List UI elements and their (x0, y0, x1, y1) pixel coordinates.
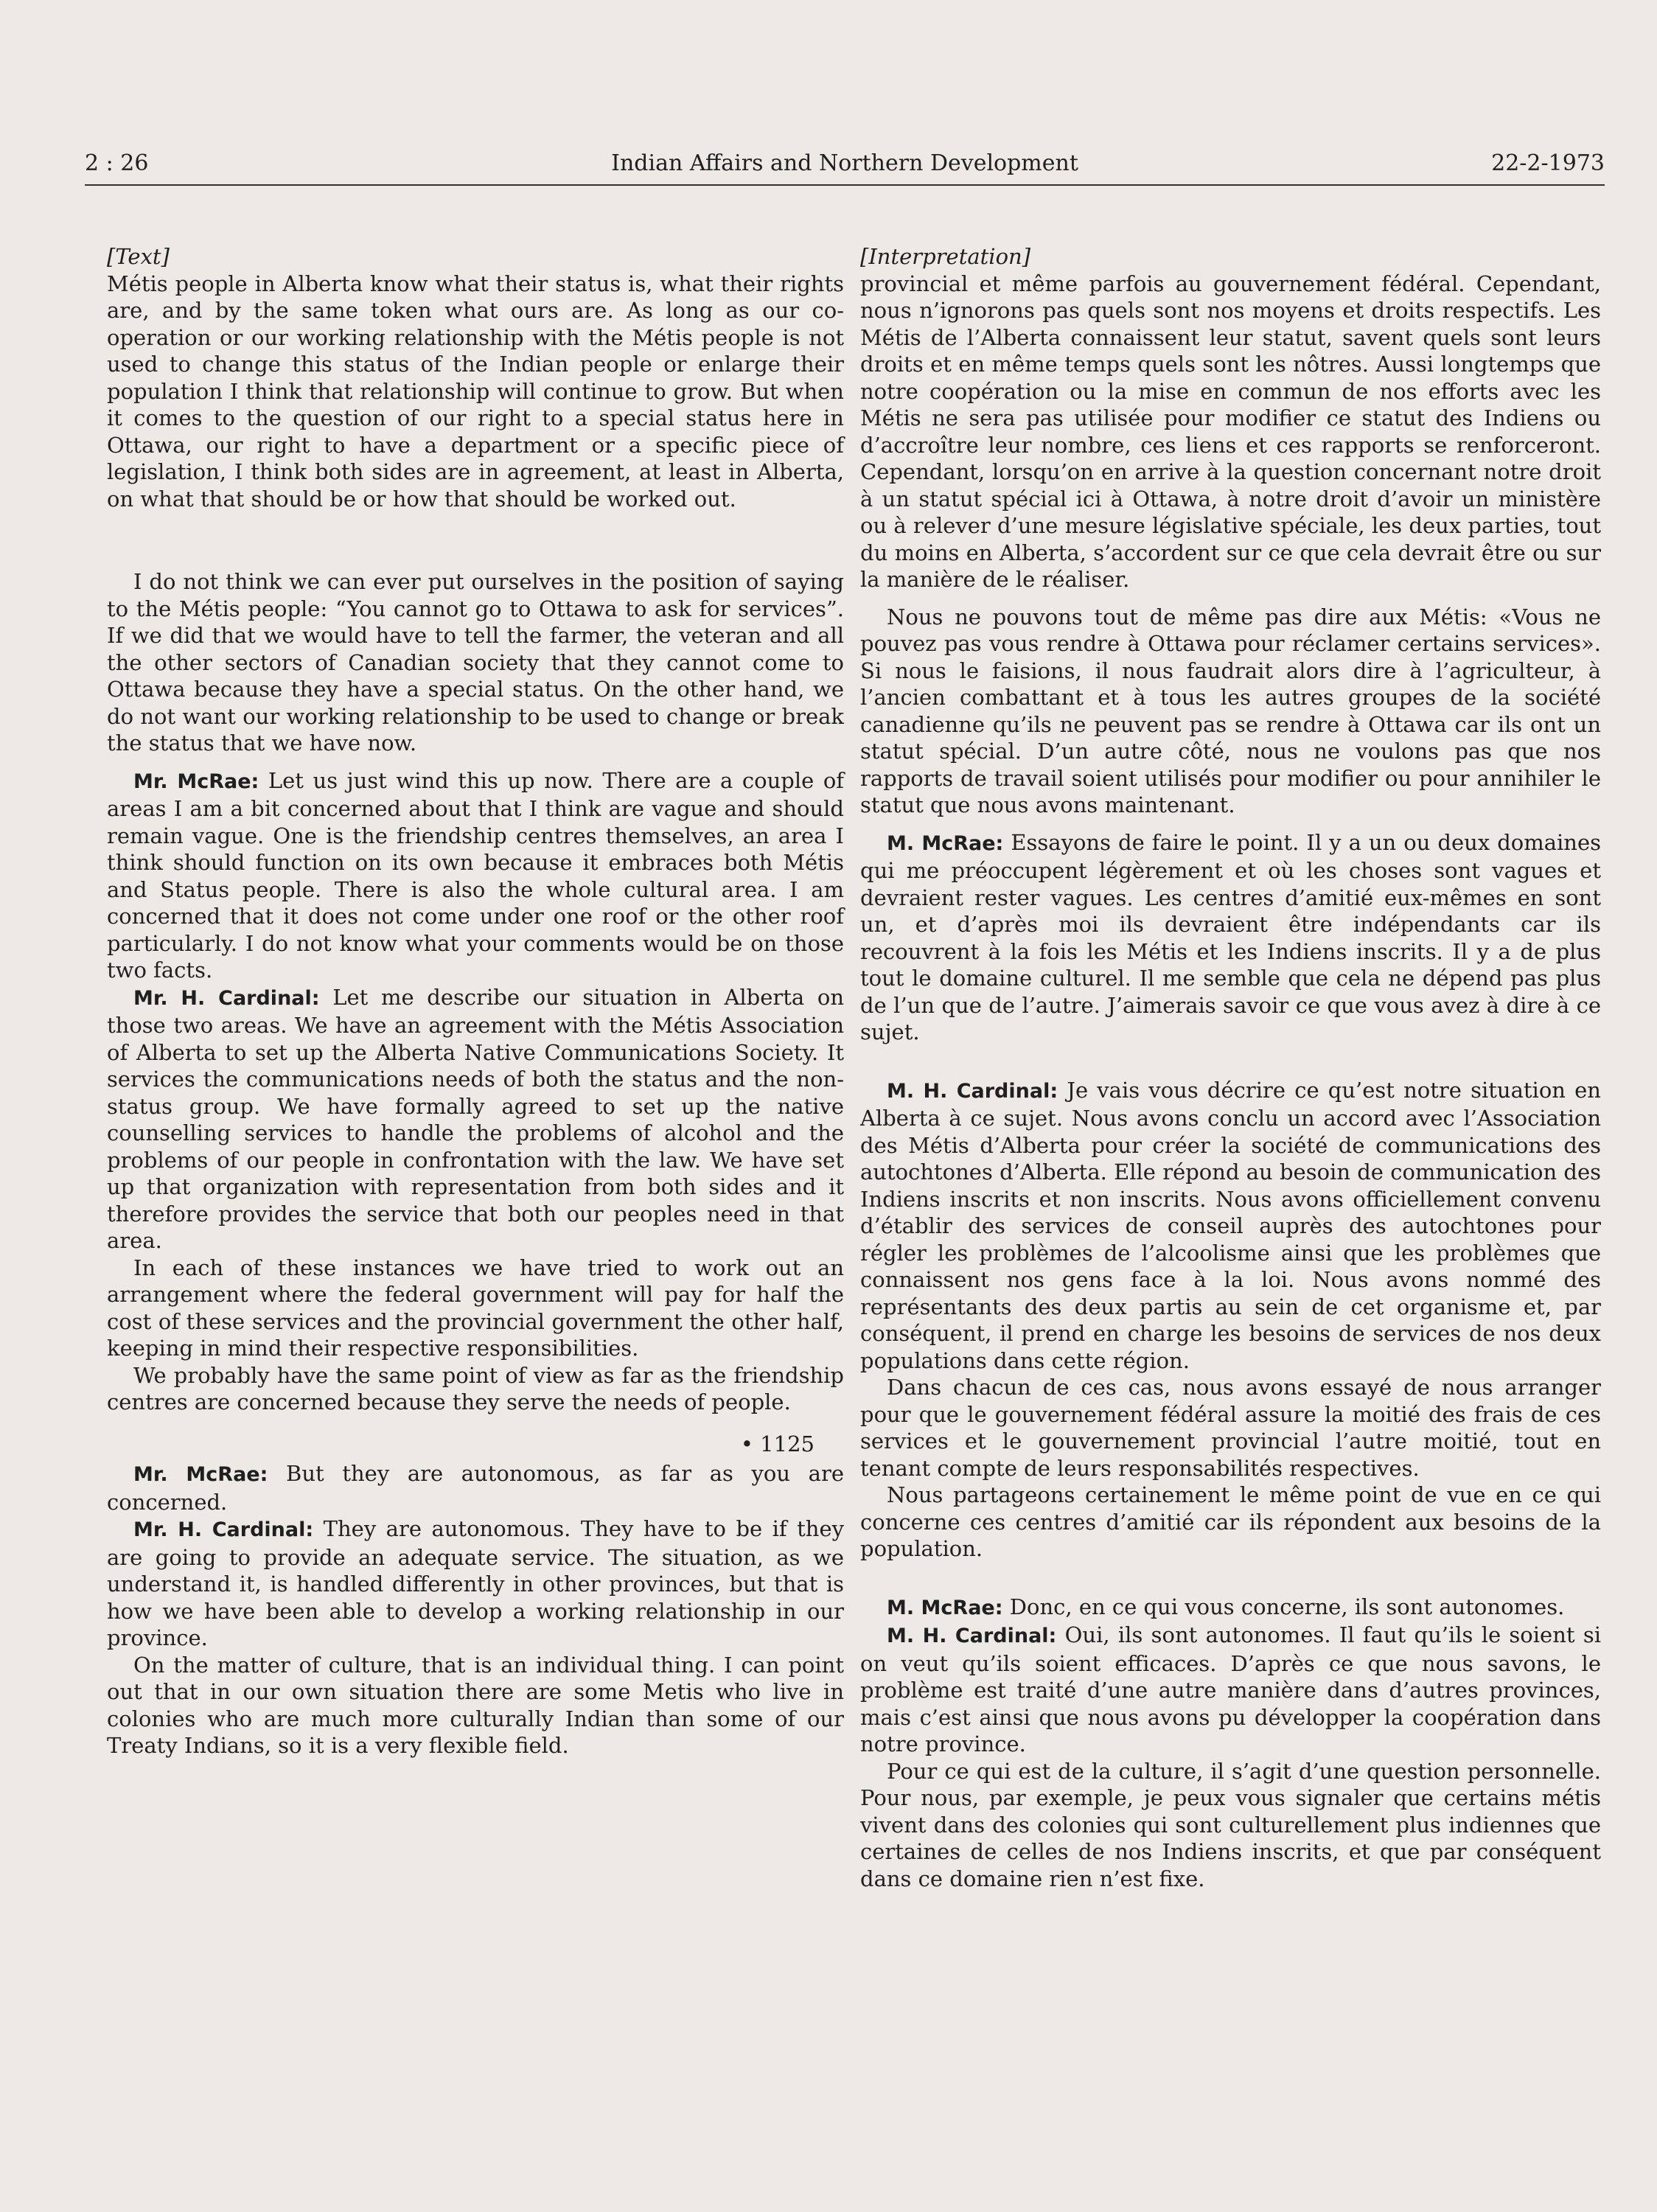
paragraph: Métis people in Alberta know what their status is, what their rights are, and by the same token what ours are. As long as our co-operation or our working relationship with the Métis people is not used to change this status of the Indian people or enlarge their population I think that relationship will continue to grow. But when it comes to the question of our right to a special status here in Ottawa, our right to have a department or a specific piece of legislation, I think both sides are in agreement, at least in Alberta, on what that should be or how that should be worked out. (107, 271, 844, 512)
speaker-paragraph: M. H. Cardinal: Je vais vous décrire ce qu’est notre situation en Alberta à ce sujet. Nous avons conclu un accord avec l’Association des Métis d’Alberta pour créer la société de communications des autochtones d’Alberta. Elle répond au besoin de communication des Indiens inscrits et non inscrits. Nous avons officiellement convenu d’établir des services de conseil auprès des autochtones pour régler les problèmes de l’alcoolisme ainsi que les problèmes que connaissent nos gens face à la loi. Nous avons nommé des représentants des deux partis au sein de cet organisme et, par conséquent, il prend en charge les besoins de services de nos deux populations dans cette région. (860, 1077, 1601, 1373)
speaker-name: Mr. McRae: (133, 1463, 268, 1486)
speaker-paragraph: M. McRae: Donc, en ce qui vous concerne, ils sont autonomes. (887, 1594, 1565, 1619)
paragraph: provincial et même parfois au gouvernement fédéral. Cependant, nous n’ignorons pas quels sont nos moyens et droits respectifs. Les Métis de l’Alberta connaissent leur statut, savent quels sont leurs droits et en même temps quels sont les nôtres. Aussi longtemps que notre coopération ou la mise en commun de nos efforts avec les Métis ne sera pas utilisée pour modifier ce statut des Indiens ou d’accroître leur nombre, ces liens et ces rapports se renforceront. Cependant, lorsqu’on en arrive à la question concernant notre droit à un statut spécial ici à Ottawa, à notre droit d’avoir un ministère ou à relever d’une mesure législative spéciale, les deux parties, tout du moins en Alberta, s’accordent sur ce que cela devrait être ou sur la manière de le réaliser. (860, 271, 1601, 592)
speaker-name: M. H. Cardinal: (887, 1079, 1058, 1103)
speaker-name: Mr. H. Cardinal: (133, 986, 320, 1010)
paragraph: Pour ce qui est de la culture, il s’agit d’une question personnelle. Pour nous, par exemple, je peux vous signaler que certains métis vivent dans des colonies qui sont culturellement plus indiennes que certaines de celles de nos Indiens inscrits, et que par conséquent dans ce domaine rien n’est fixe. (860, 1758, 1601, 1891)
speaker-paragraph: Mr. McRae: Let us just wind this up now. There are a couple of areas I am a bit concerned about that I think are vague and should remain vague. One is the friendship centres themselves, an area I think should function on its own because it embraces both Métis and Status people. There is also the whole cultural area. I am concerned that it does not come under one roof or the other roof particularly. I do not know what your comments would be on those two facts. (107, 767, 845, 983)
publication-title: Indian Affairs and Northern Development (611, 150, 1078, 176)
speaker-paragraph: Mr. McRae: But they are autonomous, as far as you are concerned. (107, 1461, 844, 1515)
speaker-name: Mr. H. Cardinal: (133, 1518, 314, 1541)
english-column (107, 243, 844, 1759)
speaker-name: M. H. Cardinal: (887, 1625, 1057, 1647)
interpretation-tag: [Interpretation] (860, 244, 1031, 269)
speaker-name: M. McRae: (887, 831, 1004, 855)
speaker-name: Mr. McRae: (133, 770, 259, 793)
french-column (860, 243, 1601, 1892)
speaker-paragraph: Mr. H. Cardinal: They are autonomous. They have to be if they are going to provide an adequate service. The situation, as we understand it, is handled differently in other provinces, but that is how we have been able to develop a working relationship in our province. (107, 1516, 844, 1650)
speaker-paragraph: M. H. Cardinal: Oui, ils sont autonomes. Il faut qu’ils le soient si on veut qu’ils soient efficaces. D’après ce que nous savons, le problème est traité d’une autre manière dans d’autres provinces, mais c’est ainsi que nous avons pu développer la coopération dans notre province. (860, 1622, 1601, 1756)
paragraph: Dans chacun de ces cas, nous avons essayé de nous arranger pour que le gouvernement fédéral assure la moitié des frais de ces services et le gouvernement provincial l’autre moitié, tout en tenant compte de leurs responsabilités respectives. (860, 1375, 1601, 1481)
header-date: 22-2-1973 (1491, 150, 1605, 176)
time-marker: • 1125 (740, 1431, 814, 1456)
paragraph: Nous ne pouvons tout de même pas dire aux Métis: «Vous ne pouvez pas vous rendre à Ottawa pour réclamer certains services». Si nous le faisions, il nous faudrait alors dire à l’agriculteur, à l’ancien combattant et à tous les autres groupes de la société canadienne qu’ils ne peuvent pas se rendre à Ottawa car ils ont un statut spécial. D’un autre côté, nous ne voulons pas que nos rapports de travail soient utilisés pour modifier ou pour annihiler le statut que nous avons maintenant. (860, 604, 1601, 817)
text-tag: [Text] (107, 244, 170, 269)
speaker-name: M. McRae: (887, 1596, 1003, 1619)
running-header (85, 147, 1605, 186)
page-number: 2 : 26 (85, 150, 149, 176)
paragraph: In each of these instances we have tried to work out an arrangement where the federal government will pay for half the cost of these services and the provincial government the other half, keeping in mind their respective responsibilities. (107, 1255, 844, 1361)
paragraph: We probably have the same point of view as far as the friendship centres are concerned because they serve the needs of people. (107, 1362, 844, 1414)
paragraph: Nous partageons certainement le même point de vue en ce qui concerne ces centres d’amitié car ils répondent aux besoins de la population. (860, 1482, 1601, 1561)
speaker-paragraph: Mr. H. Cardinal: Let me describe our situation in Alberta on those two areas. We have an agreement with the Métis Association of Alberta to set up the Alberta Native Communications Society. It services the communications needs of both the status and the non-status group. We have formally agreed to set up the native counselling services to handle the problems of alcohol and the problems of our people in confrontation with the law. We have set up that organization with representation from both sides and it therefore provides the service that both our peoples need in that area. (107, 984, 844, 1253)
speaker-paragraph: M. McRae: Essayons de faire le point. Il y a un ou deux domaines qui me préoccupent légèrement et où les choses sont vagues et devraient rester vagues. Les centres d’amitié eux-mêmes en sont un, et d’après moi ils devraient être indépendants car ils recouvrent à la fois les Métis et les Indiens inscrits. Il y a de plus tout le domaine culturel. Il me semble que cela ne dépend pas plus de l’un que de l’autre. J’aimerais savoir ce que vous avez à dire à ce sujet. (860, 829, 1601, 1044)
paragraph: On the matter of culture, that is an individual thing. I can point out that in our own situation there are some Metis who live in colonies who are much more culturally Indian than some of our Treaty Indians, so it is a very flexible field. (107, 1652, 844, 1758)
paragraph: I do not think we can ever put ourselves in the position of saying to the Métis people: “You cannot go to Ottawa to ask for services”. If we did that we would have to tell the farmer, the veteran and all the other sectors of Canadian society that they cannot come to Ottawa because they have a special status. On the other hand, we do not want our working relationship to be used to change or break the status that we have now. (107, 569, 844, 756)
